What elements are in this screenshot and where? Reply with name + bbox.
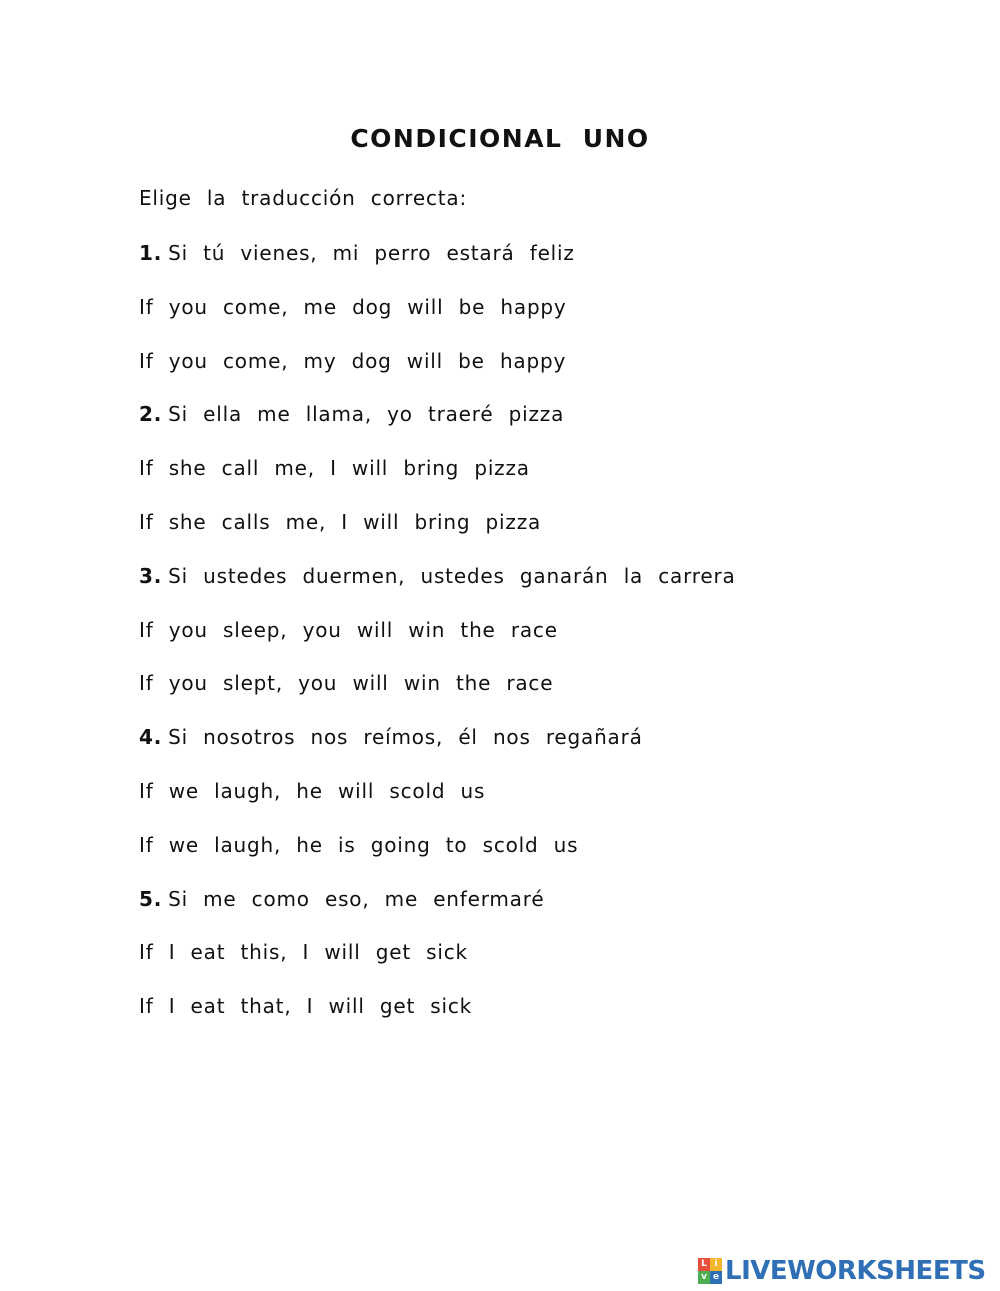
answer-option[interactable]: If you come, me dog will be happy xyxy=(139,294,567,319)
question-text: Si me como eso, me enfermaré xyxy=(168,886,545,911)
answer-option[interactable]: If she call me, I will bring pizza xyxy=(139,456,530,481)
question-number: 5. xyxy=(139,886,163,911)
question-number: 2. xyxy=(139,402,163,427)
question-text: Si ella me llama, yo traeré pizza xyxy=(168,402,565,427)
liveworksheets-logo xyxy=(698,1257,986,1285)
question-number: 3. xyxy=(139,563,163,588)
answer-option[interactable]: If you slept, you will win the race xyxy=(139,671,554,696)
answer-option[interactable]: If I eat that, I will get sick xyxy=(139,994,473,1019)
answer-option[interactable]: If I eat this, I will get sick xyxy=(139,940,468,965)
question-text: Si tú vienes, mi perro estará feliz xyxy=(168,241,575,265)
question-prompt xyxy=(139,563,736,617)
logo-mark-tile: i xyxy=(710,1258,722,1271)
question-prompt xyxy=(139,401,736,455)
logo-mark-tile: e xyxy=(710,1271,722,1284)
answer-option[interactable]: If we laugh, he will scold us xyxy=(139,778,486,803)
logo-mark-tile: L xyxy=(698,1258,710,1271)
answer-option[interactable]: If you sleep, you will win the race xyxy=(139,617,558,642)
question-number: 1. xyxy=(139,241,163,265)
worksheet-title: CONDICIONAL UNO xyxy=(350,124,650,153)
question-prompt xyxy=(139,886,736,940)
question-number: 4. xyxy=(139,725,163,750)
logo-text: LIVEWORKSHEETS xyxy=(725,1256,986,1286)
instruction-text: Elige la traducción correcta: xyxy=(139,186,468,210)
answer-option[interactable]: If we laugh, he is going to scold us xyxy=(139,832,579,857)
answer-option[interactable]: If she calls me, I will bring pizza xyxy=(139,509,542,534)
question-prompt xyxy=(139,724,736,778)
logo-mark-tile: v xyxy=(698,1271,710,1284)
exercise-list xyxy=(139,240,736,1047)
answer-option[interactable]: If you come, my dog will be happy xyxy=(139,348,567,373)
question-text: Si nosotros nos reímos, él nos regañará xyxy=(168,725,643,750)
question-text: Si ustedes duermen, ustedes ganarán la carrera xyxy=(168,563,736,588)
question-prompt xyxy=(139,240,736,294)
logo-mark-icon xyxy=(698,1258,722,1284)
